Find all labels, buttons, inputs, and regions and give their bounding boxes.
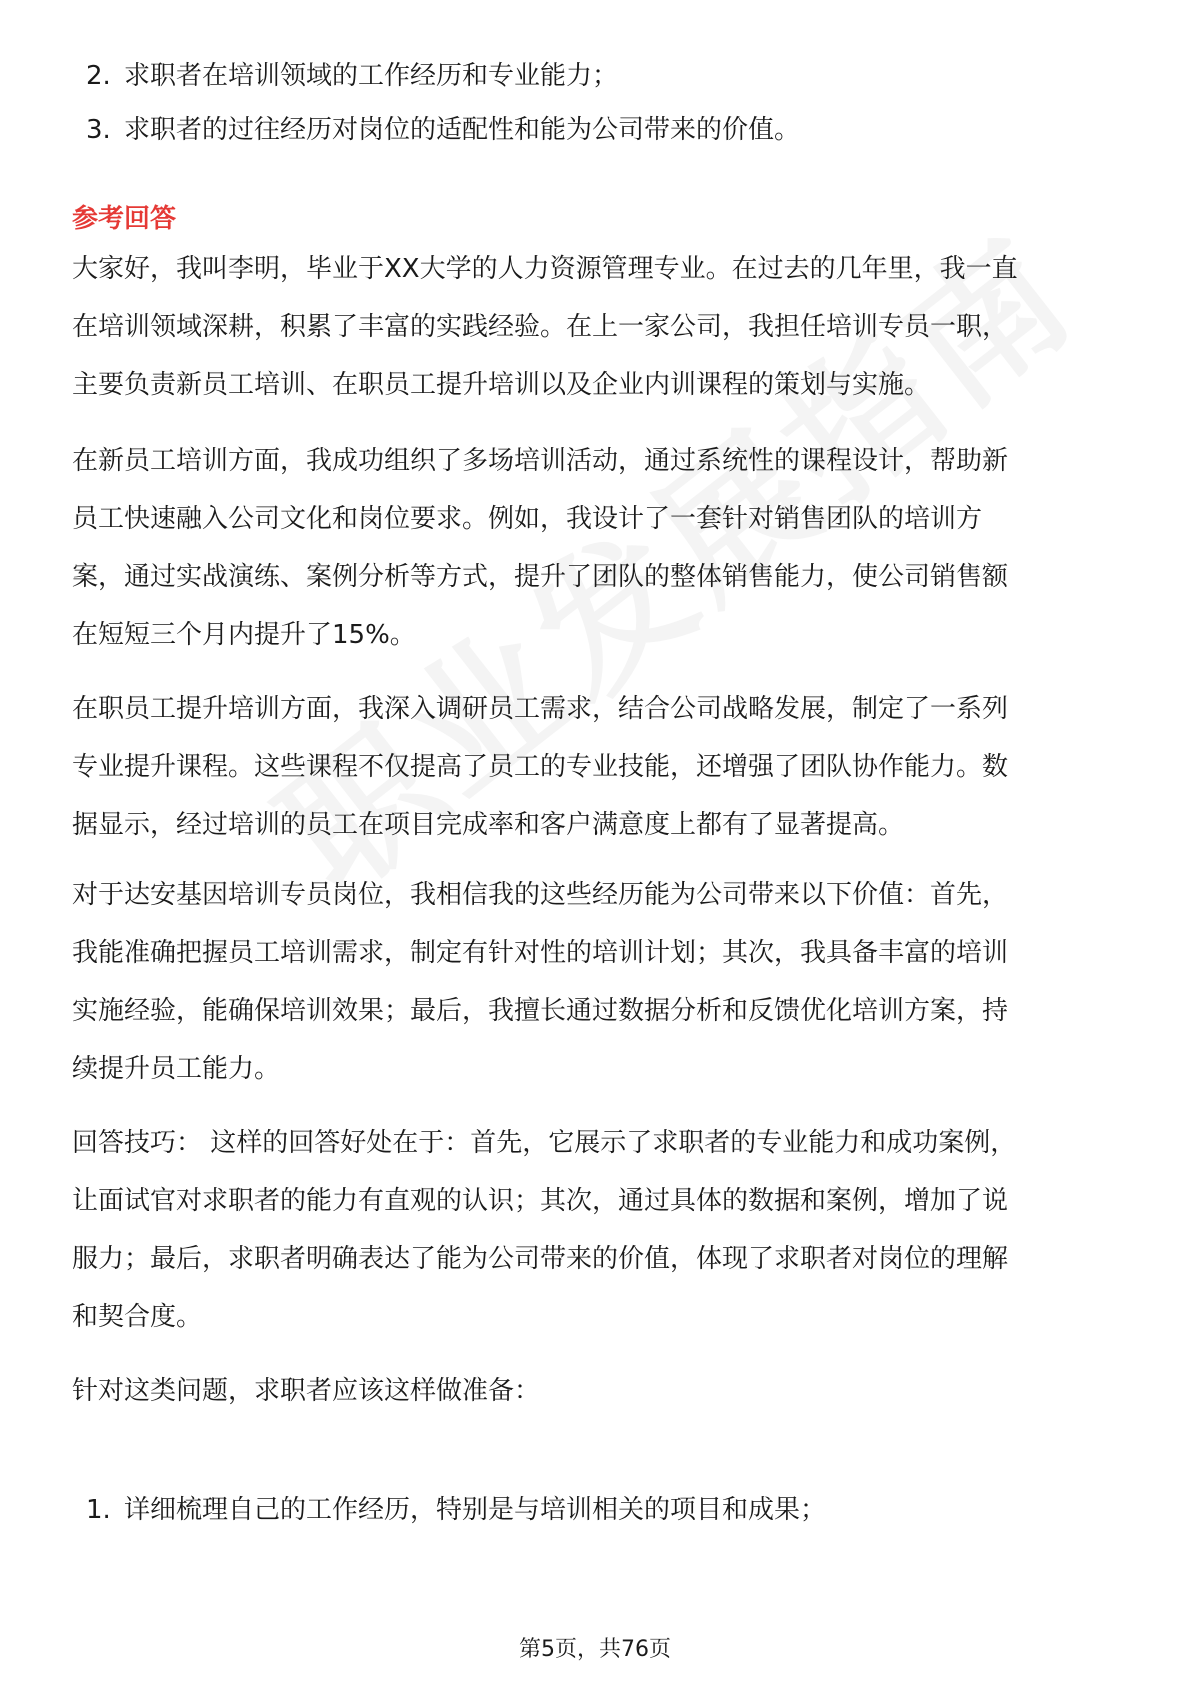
section-heading: 参考回答 xyxy=(72,204,177,234)
paragraph-line: 案，通过实战演练、案例分析等方式，提升了团队的整体销售能力，使公司销售额 xyxy=(72,562,1009,592)
list-item xyxy=(86,58,618,94)
paragraph-line: 对于达安基因培训专员岗位，我相信我的这些经历能为公司带来以下价值：首先， xyxy=(72,880,1009,910)
list-number: 1. xyxy=(86,1495,111,1525)
paragraph-line: 在职员工提升培训方面，我深入调研员工需求，结合公司战略发展，制定了一系列 xyxy=(72,694,1009,724)
paragraph-answer-tips xyxy=(72,1114,1118,1346)
paragraph-line: 在培训领域深耕，积累了丰富的实践经验。在上一家公司，我担任培训专员一职， xyxy=(72,312,1009,342)
list-text: 详细梳理自己的工作经历，特别是与培训相关的项目和成果； xyxy=(124,1495,827,1525)
list-text: 求职者在培训领域的工作经历和专业能力； xyxy=(124,61,619,91)
page-footer: 第5页，共76页 xyxy=(519,1637,671,1662)
paragraph-preparation xyxy=(72,1362,1118,1420)
paragraph-line: 专业提升课程。这些课程不仅提高了员工的专业技能，还增强了团队协作能力。数 xyxy=(72,752,1009,782)
paragraph-line: 回答技巧： 这样的回答好处在于：首先，它展示了求职者的专业能力和成功案例， xyxy=(72,1128,1017,1158)
list-number: 3. xyxy=(86,115,111,145)
paragraph-line: 主要负责新员工培训、在职员工提升培训以及企业内训课程的策划与实施。 xyxy=(72,370,931,400)
paragraph-line: 我能准确把握员工培训需求，制定有针对性的培训计划；其次，我具备丰富的培训 xyxy=(72,938,1009,968)
paragraph-line: 员工快速融入公司文化和岗位要求。例如，我设计了一套针对销售团队的培训方 xyxy=(72,504,983,534)
paragraph-incumbent-training xyxy=(72,680,1118,854)
paragraph-line: 和契合度。 xyxy=(72,1302,203,1332)
paragraph-new-employee-training xyxy=(72,432,1118,664)
paragraph-line: 大家好，我叫李明，毕业于XX大学的人力资源管理专业。在过去的几年里，我一直 xyxy=(72,254,1018,284)
list-item xyxy=(86,1492,826,1528)
paragraph-line: 实施经验，能确保培训效果；最后，我擅长通过数据分析和反馈优化培训方案，持 xyxy=(72,996,1009,1026)
paragraph-line: 让面试官对求职者的能力有直观的认识；其次，通过具体的数据和案例，增加了说 xyxy=(72,1186,1009,1216)
paragraph-line: 针对这类问题，求职者应该这样做准备： xyxy=(72,1376,541,1406)
paragraph-intro xyxy=(72,240,1118,414)
paragraph-value xyxy=(72,866,1118,1098)
paragraph-line: 据显示，经过培训的员工在项目完成率和客户满意度上都有了显著提高。 xyxy=(72,810,905,840)
paragraph-line: 续提升员工能力。 xyxy=(72,1054,281,1084)
paragraph-line: 服力；最后，求职者明确表达了能为公司带来的价值，体现了求职者对岗位的理解 xyxy=(72,1244,1009,1274)
paragraph-line: 在短短三个月内提升了15%。 xyxy=(72,620,416,650)
list-number: 2. xyxy=(86,61,111,91)
paragraph-line: 在新员工培训方面，我成功组织了多场培训活动，通过系统性的课程设计，帮助新 xyxy=(72,446,1009,476)
list-item xyxy=(86,112,800,148)
list-text: 求职者的过往经历对岗位的适配性和能为公司带来的价值。 xyxy=(124,115,801,145)
